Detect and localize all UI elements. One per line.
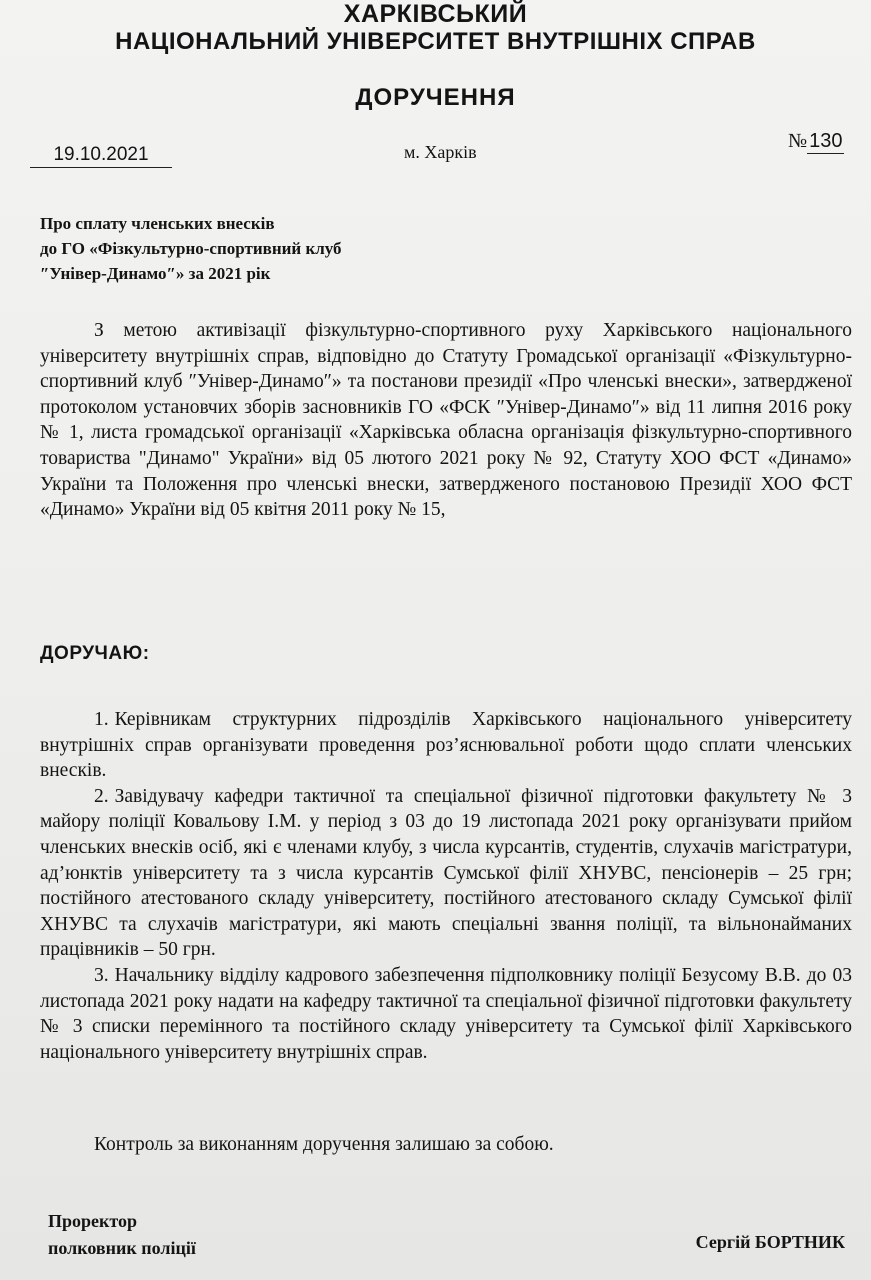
- document-city: м. Харків: [404, 142, 477, 162]
- document-subject: [40, 211, 460, 286]
- subject-line: Про сплату членських внесків: [40, 214, 275, 233]
- number-prefix: №: [788, 130, 808, 152]
- preamble-section: [40, 318, 852, 523]
- item-number: 1.: [94, 709, 109, 730]
- item-text: Начальнику відділу кадрового забезпечення підполковнику поліції Безусому В.В. до 03 листопада 2021 року надати на кафедру тактичної та спеціальної фізичної підготовки факультету № 3 списки перемінного та постійного складу університету та Сумської філії Харківського національного університету внутрішніх справ.: [40, 964, 852, 1063]
- position-line: полковник поліції: [48, 1238, 196, 1258]
- signatory-position: [48, 1208, 196, 1262]
- order-items: [40, 707, 852, 1065]
- institution-name-line2: НАЦІОНАЛЬНИЙ УНІВЕРСИТЕТ ВНУТРІШНІХ СПРАВ: [115, 28, 756, 55]
- order-item: [40, 707, 852, 784]
- document-title: ДОРУЧЕННЯ: [355, 84, 516, 111]
- number-value: 130: [809, 130, 843, 152]
- closing-paragraph: Контроль за виконанням доручення залишаю за собою.: [94, 1134, 554, 1155]
- preamble-paragraph: З метою активізації фізкультурно-спортивного руху Харківського національного університету внутрішніх справ, відповідно до Статуту Громадської організації «Фізкультурно-спортивний клуб ″Універ-Динамо″» та постанови президії «Про членські внески», затвердженої протоколом установчих зборів засновників ГО «ФСК ″Універ-Динамо″» від 11 липня 2016 року № 1, листа громадської організації «Харківська обласна організація фізкультурно-спортивного товариства "Динамо" України» від 05 лютого 2021 року № 92, Статуту ХОО ФСТ «Динамо» України та Положення про членські внески, затвердженого постановою Президії ХОО ФСТ «Динамо» України від 05 квітня 2011 року № 15,: [40, 320, 852, 521]
- item-text: Керівникам структурних підрозділів Харківського національного університету внутрішніх справ організувати проведення роз’яснювальної роботи щодо сплати членських внесків.: [40, 709, 852, 782]
- item-number: 2.: [94, 785, 109, 807]
- item-text: Завідувачу кафедри тактичної та спеціальної фізичної підготовки факультету № 3 майору поліції Ковальову І.М. у період з 03 до 19 листопада 2021 року організувати прийом членських внесків осіб, які є членами клубу, з числа курсантів, студентів, слухачів магістратури, ад’юнктів університету та з числа курсантів Сумської філії ХНУВС, пенсіонерів – 25 грн; постійного атестованого складу університету, постійного атестованого складу Сумської філії ХНУВС та слухачів магістратури, які мають спеціальні звання поліції, та вільнонайманих працівників – 50 грн.: [40, 785, 852, 961]
- order-item: [40, 784, 852, 963]
- order-item: [40, 963, 852, 1065]
- item-number: 3.: [94, 964, 109, 986]
- closing-section: [40, 1132, 852, 1158]
- subject-line: ″Універ-Динамо″» за 2021 рік: [40, 264, 271, 283]
- document-date: 19.10.2021: [30, 144, 172, 168]
- subject-line: до ГО «Фізкультурно-спортивний клуб: [40, 239, 342, 258]
- signatory-name: Сергій БОРТНИК: [695, 1232, 845, 1252]
- document-number: [788, 130, 844, 154]
- position-line: Проректор: [48, 1211, 137, 1231]
- order-heading: ДОРУЧАЮ:: [40, 643, 150, 664]
- institution-name-line1: ХАРКІВСЬКИЙ: [343, 0, 528, 28]
